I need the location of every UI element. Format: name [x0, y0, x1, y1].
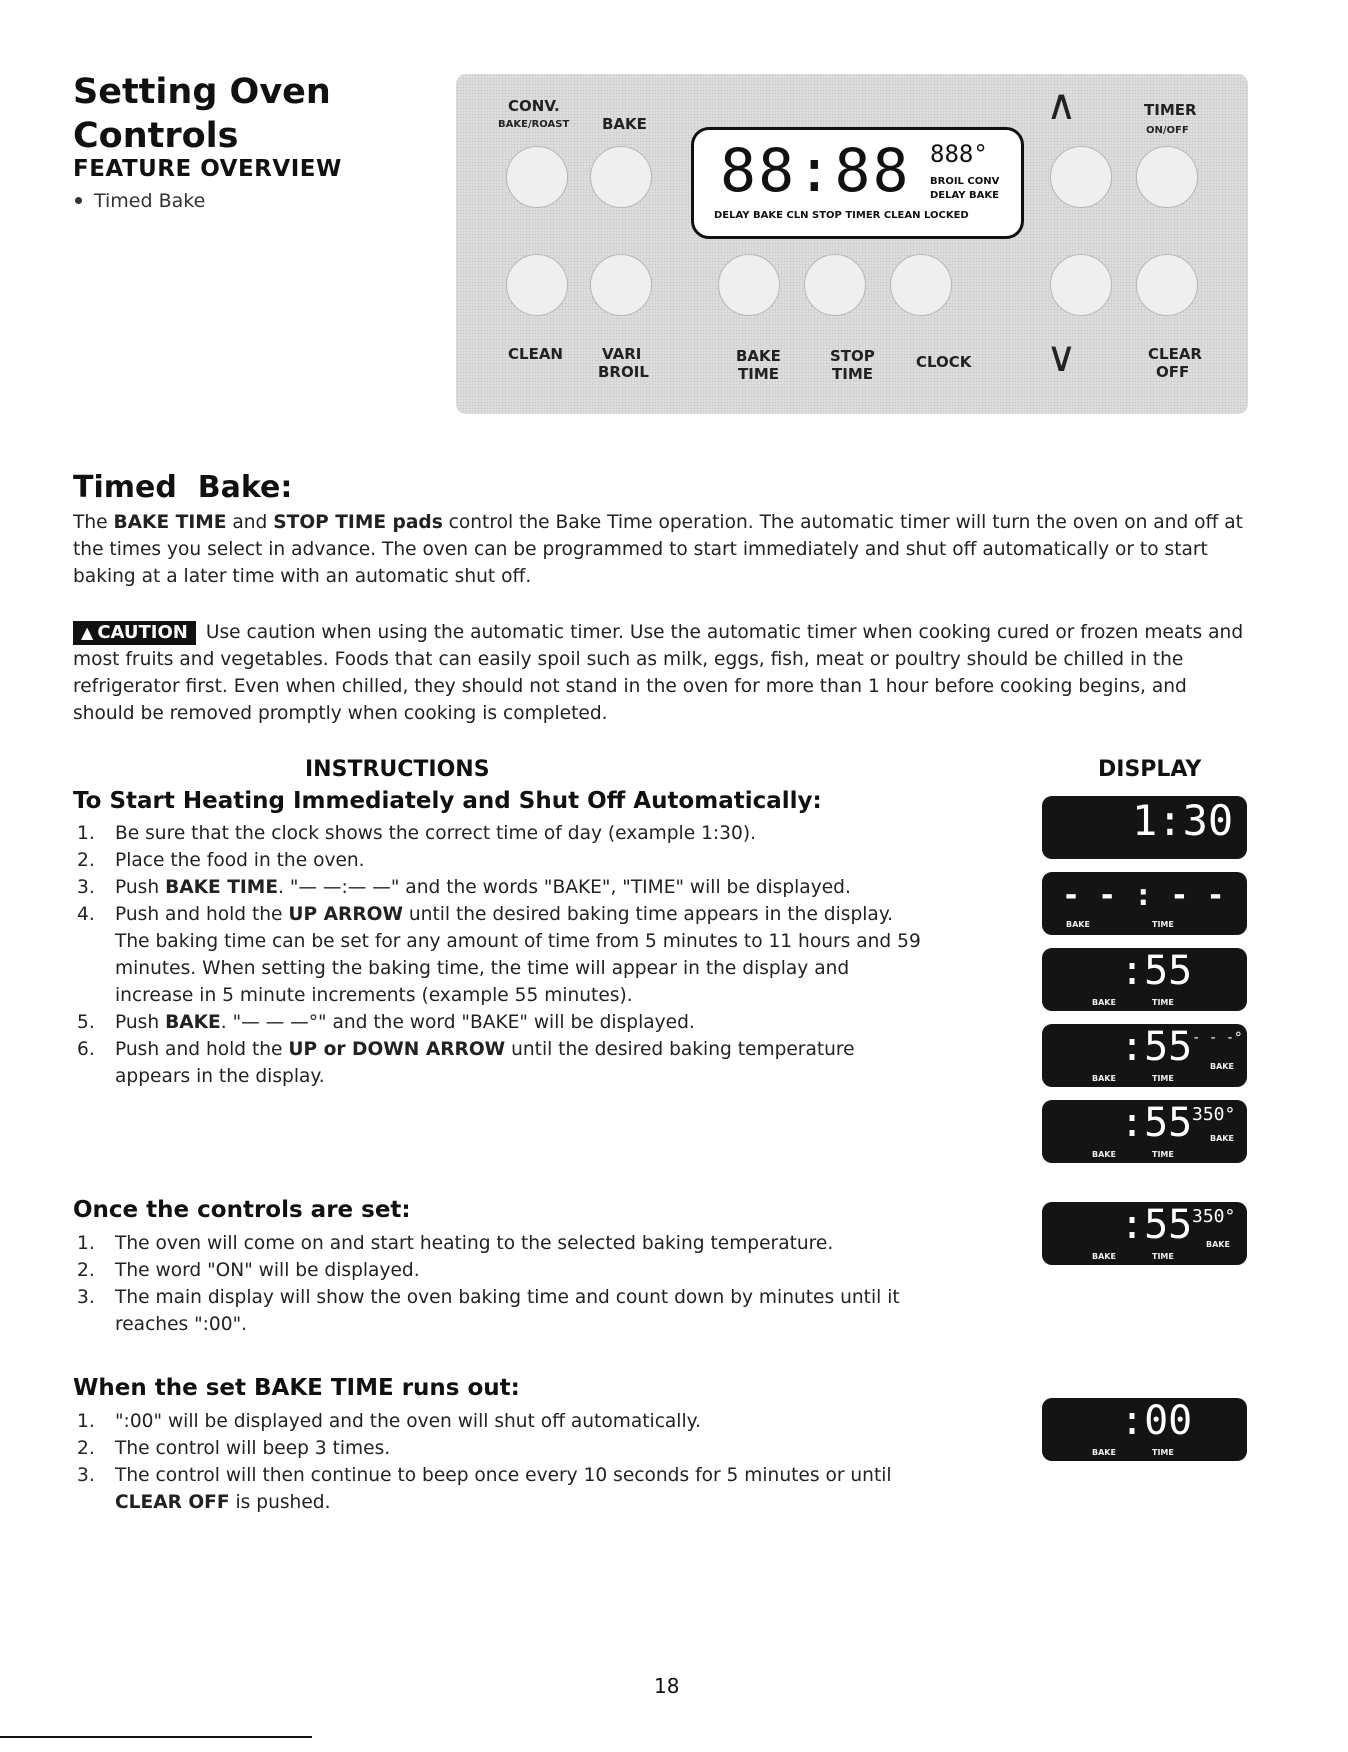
- display-time-indicator: TIME: [1152, 1252, 1174, 1261]
- display-time-indicator: TIME: [1152, 920, 1174, 929]
- step-number: 5.: [77, 1012, 95, 1033]
- bullet-icon: [75, 197, 82, 204]
- feature-list-item: [73, 190, 205, 212]
- step-text: until the desired baking time appears in the display. The baking time can be set for any amount of time from 5 minutes to 11 hours and 59 minutes. When setting the baking time, the time will appear in the display and increase in 5 minute increments (example 55 minutes).: [115, 904, 921, 1006]
- step-number: 3.: [77, 1287, 95, 1308]
- bake-time-button[interactable]: [718, 254, 780, 316]
- caution-paragraph: [73, 619, 1253, 727]
- stop-time-label-2: TIME: [832, 365, 873, 383]
- section-start-heating-heading: To Start Heating Immediately and Shut Off Automatically:: [73, 788, 822, 814]
- list-item: [73, 1009, 933, 1036]
- list-item: [73, 1435, 933, 1462]
- display-temp-digits: 350°: [1192, 1206, 1236, 1227]
- timed-bake-intro: [73, 509, 1253, 590]
- step-text: The control will then continue to beep once every 10 seconds for 5 minutes or until: [115, 1465, 892, 1486]
- down-arrow-icon: ∨: [1046, 332, 1077, 381]
- step-number: 3.: [77, 1465, 95, 1486]
- page-title: Setting Oven Controls: [73, 72, 331, 156]
- intro-text: and: [226, 512, 274, 533]
- list-item: [73, 820, 933, 847]
- display-bake-indicator: BAKE: [1092, 1150, 1116, 1159]
- list-item: [73, 1408, 933, 1435]
- lcd-indicator-row: DELAY BAKE CLN STOP TIMER CLEAN LOCKED: [714, 210, 969, 221]
- bake-label: BAKE: [602, 115, 647, 133]
- display-temp-digits: 350°: [1192, 1104, 1236, 1125]
- instructions-heading: INSTRUCTIONS: [305, 757, 490, 782]
- clock-label: CLOCK: [916, 353, 972, 371]
- display-temp-digits: - - -°: [1192, 1030, 1243, 1046]
- clock-button[interactable]: [890, 254, 952, 316]
- list-item: [73, 1036, 933, 1090]
- intro-text: The: [73, 512, 114, 533]
- step-bold: CLEAR OFF: [115, 1492, 230, 1513]
- timed-bake-heading: Timed Bake:: [73, 470, 293, 505]
- list-item: [73, 874, 933, 901]
- caution-badge-label: CAUTION: [97, 622, 188, 643]
- lcd-broil-conv: BROIL CONV: [930, 176, 1000, 187]
- feature-overview-heading: FEATURE OVERVIEW: [73, 156, 342, 182]
- section-controls-set-heading: Once the controls are set:: [73, 1197, 411, 1223]
- section-bake-time-out-steps: [73, 1408, 933, 1516]
- display-time-indicator: TIME: [1152, 998, 1174, 1007]
- step-text: Push and hold the: [115, 1039, 289, 1060]
- step-text: Push: [115, 1012, 166, 1033]
- vari-label: VARI: [602, 345, 642, 363]
- list-item: [73, 847, 933, 874]
- vari-broil-button[interactable]: [590, 254, 652, 316]
- step-text: The control will beep 3 times.: [115, 1438, 391, 1459]
- display-bake-indicator: BAKE: [1066, 920, 1090, 929]
- display-digits: :55: [1120, 1100, 1193, 1146]
- conv-label: CONV.: [508, 97, 560, 115]
- display-clock-example: [1042, 796, 1247, 859]
- display-55-350-on: [1042, 1202, 1247, 1265]
- display-digits: - - : - -: [1062, 878, 1225, 913]
- up-arrow-icon: ∧: [1046, 80, 1077, 129]
- step-number: 4.: [77, 904, 95, 925]
- list-item: [73, 1257, 933, 1284]
- display-digits: :55: [1120, 948, 1193, 994]
- caution-badge: [73, 621, 196, 645]
- step-number: 1.: [77, 823, 95, 844]
- step-number: 2.: [77, 850, 95, 871]
- intro-bold-bake-time: BAKE TIME: [113, 512, 227, 533]
- intro-text: control the Bake Time operation. The automatic timer will turn the oven on and off at the times you select in advance. The oven can be programmed to start immediately and shut off automatically or to start baking at a later time with an automatic shut off.: [73, 512, 1243, 587]
- timer-label: TIMER: [1144, 101, 1197, 119]
- stop-time-label-1: STOP: [830, 347, 875, 365]
- display-digits: :55: [1120, 1024, 1193, 1070]
- step-bold: UP ARROW: [288, 904, 403, 925]
- step-bold: UP or DOWN ARROW: [288, 1039, 506, 1060]
- display-bake-indicator: BAKE: [1092, 1448, 1116, 1457]
- step-number: 6.: [77, 1039, 95, 1060]
- oven-control-panel: [456, 74, 1248, 414]
- footer-rule: [0, 1736, 312, 1738]
- step-text: Push and hold the: [115, 904, 289, 925]
- off-label: OFF: [1156, 363, 1190, 381]
- clear-off-button[interactable]: [1136, 254, 1198, 316]
- display-55-minutes: [1042, 948, 1247, 1011]
- display-digits: :00: [1120, 1398, 1193, 1444]
- page-number: 18: [654, 1674, 680, 1698]
- step-text: Be sure that the clock shows the correct time of day (example 1:30).: [115, 823, 756, 844]
- step-text: Push: [115, 877, 166, 898]
- display-time-indicator: TIME: [1152, 1150, 1174, 1159]
- down-arrow-button[interactable]: [1050, 254, 1112, 316]
- step-text: . "— — —°" and the word "BAKE" will be displayed.: [220, 1012, 695, 1033]
- timer-on-off-button[interactable]: [1136, 146, 1198, 208]
- display-heading: DISPLAY: [1098, 757, 1202, 782]
- display-55-350: [1042, 1100, 1247, 1163]
- clean-button[interactable]: [506, 254, 568, 316]
- step-text: until the desired baking temperature appears in the display.: [115, 1039, 855, 1087]
- display-bake-indicator: BAKE: [1092, 1074, 1116, 1083]
- display-bake-time-blank: [1042, 872, 1247, 935]
- step-text: The oven will come on and start heating to the selected baking temperature.: [115, 1233, 834, 1254]
- display-00: [1042, 1398, 1247, 1461]
- bake-button[interactable]: [590, 146, 652, 208]
- step-number: 3.: [77, 877, 95, 898]
- clean-label: CLEAN: [508, 345, 563, 363]
- lcd-display: [691, 127, 1024, 239]
- lcd-delay-bake: DELAY BAKE: [930, 190, 999, 201]
- step-text: ":00" will be displayed and the oven will shut off automatically.: [115, 1411, 701, 1432]
- display-55-temp-blank: [1042, 1024, 1247, 1087]
- display-time-indicator: TIME: [1152, 1448, 1174, 1457]
- section-bake-time-out-heading: When the set BAKE TIME runs out:: [73, 1375, 520, 1401]
- section-start-heating-steps: [73, 820, 933, 1090]
- timer-on-off-label: ON/OFF: [1146, 125, 1189, 136]
- display-temp-bake-indicator: BAKE: [1210, 1062, 1234, 1071]
- clear-label: CLEAR: [1148, 345, 1202, 363]
- step-text: The main display will show the oven baking time and count down by minutes until it reaches ":00".: [115, 1287, 900, 1335]
- step-number: 1.: [77, 1233, 95, 1254]
- bake-time-label-2: TIME: [738, 365, 779, 383]
- warning-triangle-icon: ▲: [81, 623, 94, 642]
- conv-bake-button[interactable]: [506, 146, 568, 208]
- step-text: Place the food in the oven.: [115, 850, 365, 871]
- display-temp-bake-indicator: BAKE: [1210, 1134, 1234, 1143]
- lcd-temp-digits: 888°: [930, 140, 988, 168]
- bake-roast-label: BAKE/ROAST: [498, 119, 570, 130]
- section-controls-set-steps: [73, 1230, 933, 1338]
- display-temp-bake-indicator: BAKE: [1206, 1240, 1230, 1249]
- step-bold: BAKE TIME: [165, 877, 279, 898]
- list-item: [73, 1284, 933, 1338]
- step-number: 1.: [77, 1411, 95, 1432]
- caution-text: Use caution when using the automatic timer. Use the automatic timer when cooking cured or frozen meats and most fruits and vegetables. Foods that can easily spoil such as milk, eggs, fish, meat or poultry should be chilled in the refrigerator first. Even when chilled, they should not stand in the oven for more than 1 hour before cooking begins, and should be removed promptly when cooking is completed.: [73, 622, 1244, 724]
- display-digits: :55: [1120, 1202, 1193, 1248]
- stop-time-button[interactable]: [804, 254, 866, 316]
- step-number: 2.: [77, 1438, 95, 1459]
- bake-time-label-1: BAKE: [736, 347, 781, 365]
- display-bake-indicator: BAKE: [1092, 1252, 1116, 1261]
- list-item: [73, 1462, 933, 1516]
- display-bake-indicator: BAKE: [1092, 998, 1116, 1007]
- intro-bold-stop-time: STOP TIME pads: [273, 512, 443, 533]
- feature-label: Timed Bake: [94, 190, 206, 212]
- lcd-digits: 88:88: [720, 136, 911, 206]
- step-text: The word "ON" will be displayed.: [115, 1260, 420, 1281]
- step-number: 2.: [77, 1260, 95, 1281]
- step-text: is pushed.: [229, 1492, 331, 1513]
- step-bold: BAKE: [165, 1012, 221, 1033]
- list-item: [73, 901, 933, 1009]
- display-time-indicator: TIME: [1152, 1074, 1174, 1083]
- broil-label: BROIL: [598, 363, 649, 381]
- list-item: [73, 1230, 933, 1257]
- step-text: . "— —:— —" and the words "BAKE", "TIME" will be displayed.: [278, 877, 851, 898]
- up-arrow-button[interactable]: [1050, 146, 1112, 208]
- display-digits: 1:30: [1132, 796, 1234, 845]
